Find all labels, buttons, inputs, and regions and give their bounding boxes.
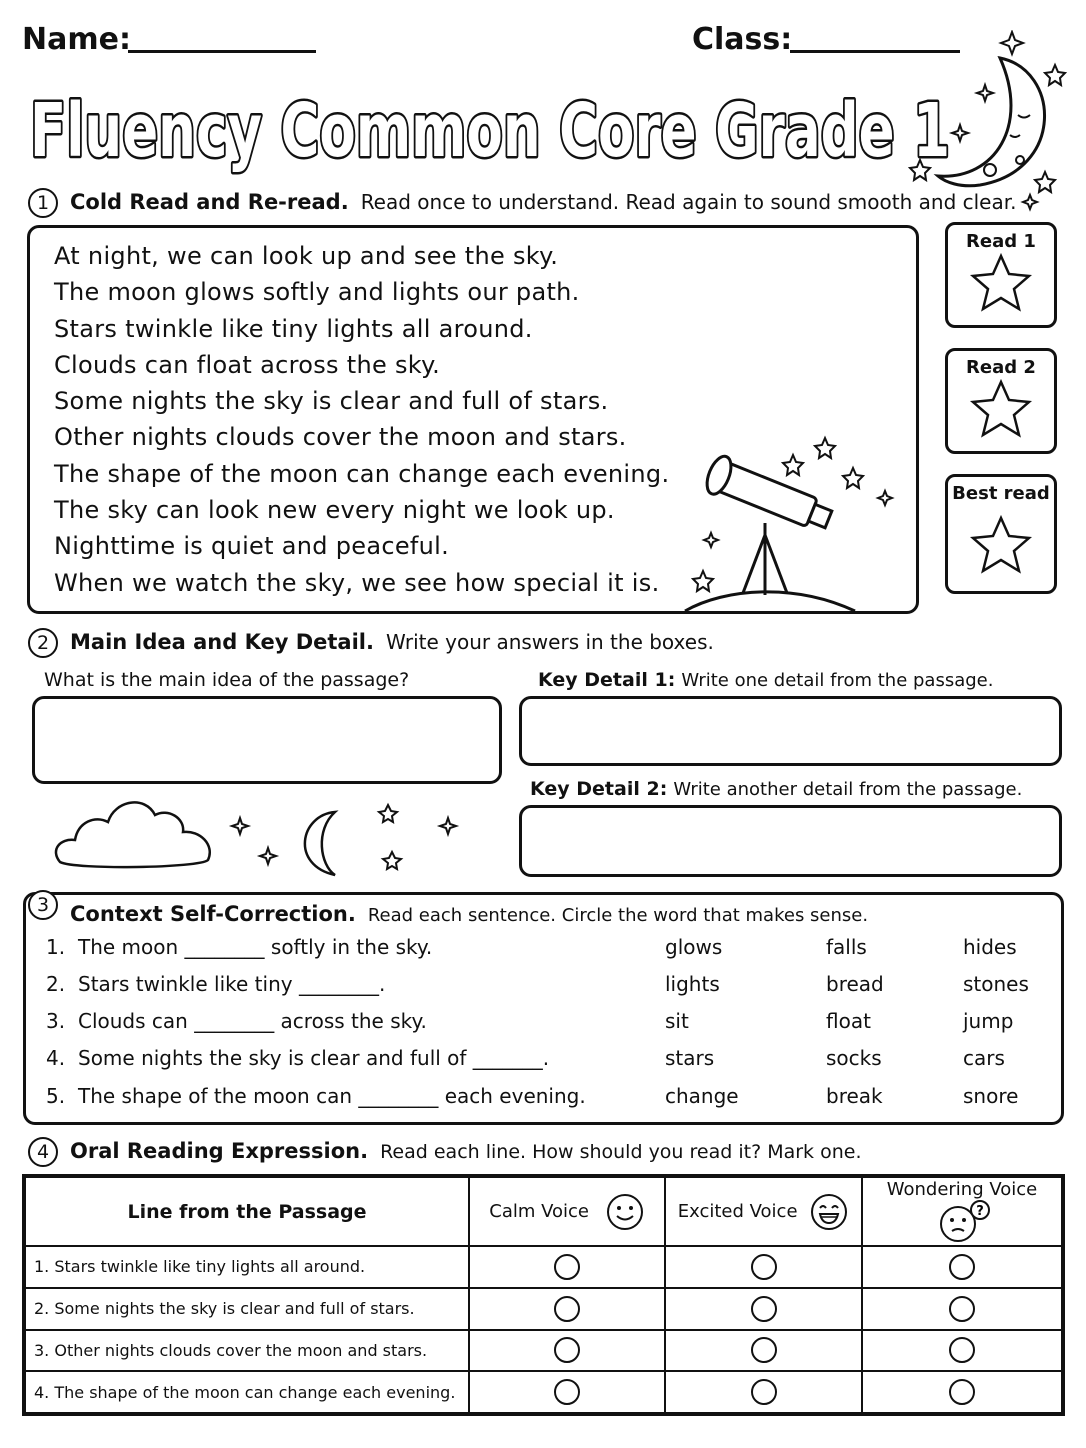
title-banner <box>20 70 960 180</box>
key-detail-1-answer-box[interactable] <box>519 696 1062 766</box>
read-box-label: Read 1 <box>966 231 1036 252</box>
word-option[interactable]: sit <box>665 1009 689 1033</box>
passage-line: At night, we can look up and see the sky. <box>54 242 559 270</box>
list-item <box>46 1009 1056 1046</box>
table-cell <box>862 1371 1062 1413</box>
excited-radio[interactable] <box>751 1379 777 1405</box>
item-number: 1. <box>46 935 66 959</box>
passage-line: Stars twinkle like tiny lights all around. <box>54 314 533 343</box>
column-header-label: Excited Voice <box>677 1200 798 1222</box>
section-heading: Oral Reading Expression. <box>70 1139 369 1163</box>
key-detail-1-label: Key Detail 1: <box>538 669 676 691</box>
key-detail-2-label: Key Detail 2: <box>530 778 668 800</box>
grin-face-icon <box>809 1192 849 1232</box>
table-cell <box>469 1371 665 1413</box>
table-row <box>25 1246 1062 1288</box>
word-option[interactable]: glows <box>665 935 723 959</box>
word-option[interactable]: jump <box>963 1009 1014 1033</box>
section-number: 3 <box>28 890 58 920</box>
wondering-radio[interactable] <box>949 1337 975 1363</box>
read-1-box[interactable] <box>945 222 1057 328</box>
table-row <box>25 1288 1062 1330</box>
word-option[interactable]: snore <box>963 1084 1019 1108</box>
list-item <box>46 935 1056 972</box>
telescope-icon <box>675 423 915 613</box>
passage-line: Nighttime is quiet and peaceful. <box>54 532 450 561</box>
section4-header <box>28 1137 861 1167</box>
word-option[interactable]: lights <box>665 972 720 996</box>
section-instruction: Write your answers in the boxes. <box>385 630 714 654</box>
list-item <box>46 972 1056 1009</box>
word-option[interactable]: break <box>826 1084 883 1108</box>
table-cell-line: 4. The shape of the moon can change each evening. <box>25 1371 469 1413</box>
expression-table-wrap <box>22 1174 1065 1416</box>
smile-face-icon <box>605 1192 645 1232</box>
key-detail-2-prompt <box>530 778 1022 800</box>
table-cell <box>665 1246 862 1288</box>
word-option[interactable]: bread <box>826 972 884 996</box>
column-header-line: Line from the Passage <box>25 1177 469 1246</box>
star-icon[interactable] <box>969 512 1033 576</box>
svg-text:?: ? <box>976 1204 984 1219</box>
word-option[interactable]: cars <box>963 1046 1005 1070</box>
list-item <box>46 1084 1056 1122</box>
read-box-label: Best read <box>952 483 1050 504</box>
star-icon[interactable] <box>969 378 1033 438</box>
word-option[interactable]: falls <box>826 935 867 959</box>
table-cell-line: 3. Other nights clouds cover the moon and stars. <box>25 1330 469 1372</box>
passage-text <box>54 238 669 601</box>
passage-line: Other nights clouds cover the moon and stars. <box>54 423 627 452</box>
expression-table <box>24 1176 1063 1414</box>
column-header-excited <box>665 1177 862 1246</box>
list-item <box>46 1046 1056 1084</box>
section-instruction: Read each line. How should you read it? Mark one. <box>380 1141 862 1163</box>
passage-line: Some nights the sky is clear and full of stars. <box>54 387 609 416</box>
main-idea-answer-box[interactable] <box>32 696 502 784</box>
table-row <box>25 1330 1062 1372</box>
night-clouds-icon <box>50 790 470 880</box>
section1-header <box>28 188 1016 218</box>
column-header-wondering <box>862 1177 1062 1246</box>
item-number: 4. <box>46 1046 66 1070</box>
word-option[interactable]: socks <box>826 1046 882 1070</box>
star-icon[interactable] <box>969 252 1033 312</box>
class-label: Class: <box>692 22 793 57</box>
item-number: 5. <box>46 1084 66 1108</box>
section-number: 1 <box>28 188 58 218</box>
section-number: 2 <box>28 628 58 658</box>
read-box-label: Read 2 <box>966 357 1036 378</box>
section-number: 4 <box>28 1137 58 1167</box>
calm-radio[interactable] <box>554 1379 580 1405</box>
table-cell-line: 2. Some nights the sky is clear and full of stars. <box>25 1288 469 1330</box>
item-number: 3. <box>46 1009 66 1033</box>
table-cell <box>469 1330 665 1372</box>
calm-radio[interactable] <box>554 1337 580 1363</box>
column-header-label: Calm Voice <box>489 1200 590 1222</box>
passage-line: Clouds can float across the sky. <box>54 350 441 379</box>
passage-line: The moon glows softly and lights our path. <box>54 278 580 307</box>
table-cell <box>665 1288 862 1330</box>
item-number: 2. <box>46 972 66 996</box>
excited-radio[interactable] <box>751 1296 777 1322</box>
item-sentence: Some nights the sky is clear and full of _______. <box>78 1046 550 1070</box>
table-cell <box>862 1288 1062 1330</box>
best-read-box[interactable] <box>945 474 1057 594</box>
section-heading: Cold Read and Re-read. <box>70 190 349 214</box>
table-cell <box>862 1330 1062 1372</box>
word-option[interactable]: stars <box>665 1046 715 1070</box>
item-sentence: Stars twinkle like tiny ________. <box>78 972 386 996</box>
excited-radio[interactable] <box>751 1254 777 1280</box>
key-detail-2-text: Write another detail from the passage. <box>673 779 1023 800</box>
name-label: Name: <box>22 22 131 57</box>
column-header-label: Wondering Voice <box>886 1179 1038 1200</box>
passage-line: When we watch the sky, we see how special it is. <box>54 568 660 597</box>
item-sentence: Clouds can ________ across the sky. <box>78 1009 427 1033</box>
thinking-face-icon <box>938 1200 990 1244</box>
main-idea-question: What is the main idea of the passage? <box>44 669 410 691</box>
item-sentence: The shape of the moon can ________ each evening. <box>78 1084 586 1108</box>
table-cell <box>862 1246 1062 1288</box>
wondering-radio[interactable] <box>949 1254 975 1280</box>
wondering-radio[interactable] <box>949 1296 975 1322</box>
excited-radio[interactable] <box>751 1337 777 1363</box>
key-detail-2-answer-box[interactable] <box>519 805 1062 877</box>
table-header-row <box>25 1177 1062 1246</box>
table-cell <box>665 1330 862 1372</box>
table-cell <box>469 1246 665 1288</box>
word-option[interactable]: stones <box>963 972 1029 996</box>
key-detail-1-prompt <box>538 669 993 691</box>
section2-header <box>28 628 714 658</box>
table-row <box>25 1371 1062 1413</box>
table-cell <box>665 1371 862 1413</box>
passage-line: The sky can look new every night we look up. <box>54 496 615 525</box>
item-sentence: The moon ________ softly in the sky. <box>78 935 433 959</box>
word-option[interactable]: float <box>826 1009 871 1033</box>
name-field[interactable] <box>128 50 316 53</box>
table-cell-line: 1. Stars twinkle like tiny lights all around. <box>25 1246 469 1288</box>
read-2-box[interactable] <box>945 348 1057 454</box>
section-instruction: Read once to understand. Read again to sound smooth and clear. <box>360 190 1017 214</box>
passage-box <box>27 225 919 614</box>
section3-header <box>70 902 868 926</box>
word-option[interactable]: change <box>665 1084 739 1108</box>
calm-radio[interactable] <box>554 1254 580 1280</box>
sentence-list <box>46 935 1056 1122</box>
word-option[interactable]: hides <box>963 935 1017 959</box>
column-header-calm <box>469 1177 665 1246</box>
key-detail-1-text: Write one detail from the passage. <box>681 670 994 691</box>
table-cell <box>469 1288 665 1330</box>
section-heading: Context Self-Correction. <box>70 902 356 926</box>
passage-line: The shape of the moon can change each evening. <box>54 459 670 488</box>
wondering-radio[interactable] <box>949 1379 975 1405</box>
section-instruction: Read each sentence. Circle the word that makes sense. <box>367 905 869 926</box>
calm-radio[interactable] <box>554 1296 580 1322</box>
page-title: Fluency Common Core Grade 1 <box>30 88 950 174</box>
section-heading: Main Idea and Key Detail. <box>70 630 374 654</box>
